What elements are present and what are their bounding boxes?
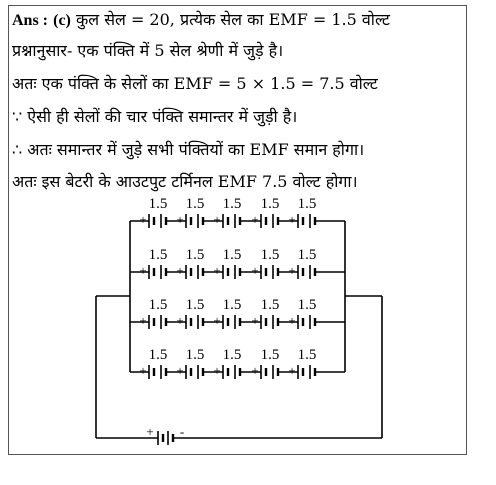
cell-plus-label: + [213,313,221,328]
cell-voltage-label: 1.5 [260,297,280,313]
cell-voltage-label: 1.5 [185,297,205,313]
cell-voltage-label: 1.5 [148,247,168,263]
answer-line-3: अतः एक पंक्ति के सेलों का EMF = 5 × 1.5 = 7.5 वोल्ट [12,74,378,93]
cell-minus-label: - [243,363,249,378]
cell-plus-label: + [251,263,259,278]
cell-plus-label: + [176,212,184,227]
cell-voltage-label: 1.5 [222,297,242,313]
cell-voltage-label: 1.5 [297,297,317,313]
cell-plus-label: + [176,363,184,378]
cell-voltage-label: 1.5 [260,247,280,263]
cell-minus-label: - [281,363,287,378]
answer-line-5: ∴ अतः समान्तर में जुड़े सभी पंक्तियों का EMF समान होगा। [12,140,365,159]
cell-minus-label: - [318,313,324,328]
answer-label: Ans : [12,12,49,29]
cell-plus-label: + [176,313,184,328]
cell-voltage-label: 1.5 [297,347,317,363]
cell-plus-label: + [288,212,296,227]
answer-line-1-text: कुल सेल = 20, प्रत्येक सेल का EMF = 1.5 वोल्ट [75,10,390,29]
cell-plus-label: + [288,313,296,328]
cell-minus-label: - [243,313,249,328]
cell-plus-label: + [139,212,147,227]
cell-plus-label: + [288,363,296,378]
cell-plus-label: + [251,363,259,378]
cell-voltage-label: 1.5 [222,247,242,263]
cell-minus-label: - [169,263,175,278]
cell-plus-label: + [139,363,147,378]
cell-voltage-label: 1.5 [297,196,317,212]
cell-minus-label: - [318,363,324,378]
cell-plus-label: + [176,263,184,278]
cell-voltage-label: 1.5 [222,196,242,212]
cell-voltage-label: 1.5 [222,347,242,363]
answer-line-4: ∵ ऐसी ही सेलों की चार पंक्ति समान्तर में जुड़ी है। [12,107,298,126]
cell-plus-label: + [251,212,259,227]
cell-plus-label: + [213,363,221,378]
cell-voltage-label: 1.5 [185,247,205,263]
answer-line-2: प्रश्नानुसार- एक पंक्ति में 5 सेल श्रेणी में जुड़े है। [12,41,284,60]
cell-minus-label: - [206,313,212,328]
cell-voltage-label: 1.5 [185,196,205,212]
cell-minus-label: - [206,363,212,378]
cell-minus-label: - [243,263,249,278]
cell-minus-label: - [169,212,175,227]
cell-plus-label: + [213,212,221,227]
cell-voltage-label: 1.5 [260,347,280,363]
cell-minus-label: - [206,263,212,278]
answer-option: (c) [53,12,71,29]
cell-minus-label: - [169,363,175,378]
cell-plus-label: + [139,263,147,278]
cell-plus-label: + [213,263,221,278]
cell-minus-label: - [318,263,324,278]
cell-voltage-label: 1.5 [148,297,168,313]
cell-minus-label: - [281,263,287,278]
cell-plus-label: + [251,313,259,328]
cell-minus-label: - [281,212,287,227]
cell-voltage-label: 1.5 [148,347,168,363]
answer-line-6: अतः इस बेटरी के आउटपुट टर्मिनल EMF 7.5 वोल्ट होगा। [12,172,358,191]
cell-voltage-label: 1.5 [297,247,317,263]
cell-plus-label: + [139,313,147,328]
cell-voltage-label: 1.5 [185,347,205,363]
cell-minus-label: - [169,313,175,328]
cell-voltage-label: 1.5 [148,196,168,212]
cell-plus-label: + [288,263,296,278]
battery-plus-label: + [146,424,154,439]
cell-voltage-label: 1.5 [260,196,280,212]
cell-minus-label: - [281,313,287,328]
cell-minus-label: - [206,212,212,227]
battery-minus-label: - [179,424,185,439]
cell-minus-label: - [243,212,249,227]
cell-minus-label: - [318,212,324,227]
